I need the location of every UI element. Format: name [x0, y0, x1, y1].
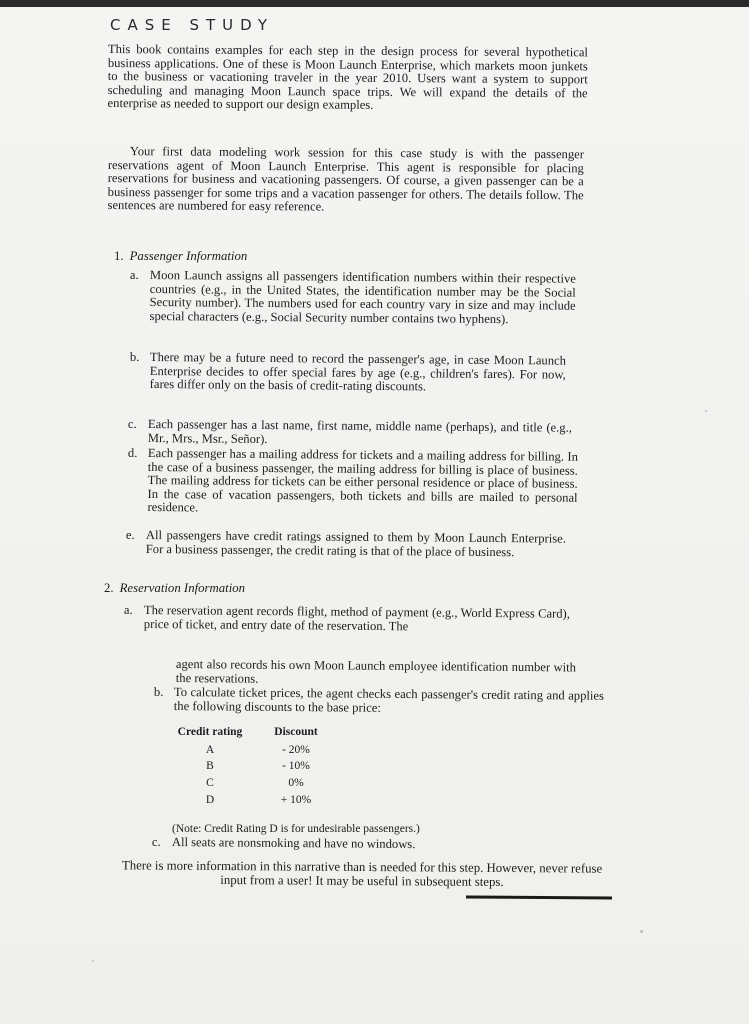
header-discount: Discount: [274, 726, 318, 738]
cell-discount: 0%: [288, 777, 304, 789]
item-text: All seats are nonsmoking and have no windows.: [171, 835, 416, 852]
scan-speck: [705, 410, 707, 412]
item-text: All passengers have credit ratings assigned to them by Moon Launch Enterprise. For a business passenger, the credit rating is that of the place of business.: [145, 528, 566, 559]
closing-paragraph: There is more information in this narrative than is needed for this step. However, never refuse input from a user! It may be useful in subsequent steps.: [121, 858, 603, 889]
list-item: [129, 349, 566, 395]
item-label: a.: [129, 267, 139, 282]
list-item: [127, 445, 578, 519]
cell-rating: A: [205, 744, 215, 756]
section-title-text: Reservation Information: [119, 581, 246, 595]
item-label: b.: [153, 684, 164, 699]
page-heading: CASE STUDY: [110, 16, 275, 34]
intro-paragraph-1: This book contains examples for each step in the design process for several hypothetical business applications. One of these is Moon Launch Enterprise, which markets moon junkets to the business or vacationing traveler in the year 2010. Users want a system to support scheduling and managing Moon Launch space trips. We will expand the details of the enterprise as needed to support our design examples.: [107, 42, 588, 113]
list-item: [153, 684, 604, 717]
item-text: Each passenger has a mailing address for tickets and a mailing address for billing. In the case of a business passenger, the mailing address for billing is place of business. The mailing address for tickets can be either personal residence or place of business. In the case of vacation passengers, both tickets and bills are mailed to personal residence.: [147, 446, 578, 515]
list-item: [151, 834, 472, 852]
table-header-row: [174, 726, 334, 742]
item-label: b.: [129, 349, 140, 364]
item-label: e.: [125, 527, 135, 542]
list-item: [123, 602, 570, 635]
item-text: Moon Launch assigns all passengers identification numbers within their respective countries (e.g., in the United States, the identification number may be the Social Security number). The numbers used for each country vary in size and may include special characters (e.g., Social Security number contains two hyphens).: [149, 268, 576, 326]
item-label: d.: [127, 445, 138, 460]
item-text: There may be a future need to record the passenger's age, in case Moon Launch Enterprise decides to offer special fares by age (e.g., children's fares). For now, fares differ only on the basis of credit-rating discounts.: [149, 350, 566, 394]
item-text: agent also records his own Moon Launch employee identification number with the reservations.: [175, 657, 576, 686]
item-text: Each passenger has a last name, first name, middle name (perhaps), and title (e.g., Mr., Mrs., Msr., Señor).: [147, 417, 572, 446]
list-item: [125, 527, 566, 560]
item-label: a.: [123, 602, 133, 617]
section-number: 1.: [114, 249, 124, 263]
table-row: [174, 794, 334, 810]
scan-top-edge: [0, 0, 749, 7]
header-credit-rating: Credit rating: [177, 726, 243, 738]
table-row: [174, 760, 334, 776]
section-1-title: [114, 249, 247, 264]
list-item: [129, 267, 576, 327]
list-item: [127, 416, 572, 449]
cell-discount: + 10%: [280, 794, 312, 806]
scan-speck: [640, 930, 643, 933]
item-label: c.: [127, 416, 137, 431]
cell-discount: - 20%: [282, 744, 310, 756]
table-row: [174, 744, 334, 760]
section-2-title: [104, 581, 245, 596]
cell-rating: B: [206, 760, 214, 772]
item-label: c.: [151, 834, 161, 849]
table-row: [174, 777, 334, 793]
item-text: To calculate ticket prices, the agent checks each passenger's credit rating and applies the following discounts to the base price:: [173, 685, 604, 715]
cell-rating: C: [206, 777, 214, 789]
cell-discount: - 10%: [282, 760, 310, 772]
item-text: The reservation agent records flight, method of payment (e.g., World Express Card), price of ticket, and entry date of the reservation. The: [143, 603, 570, 633]
intro-paragraph-2: Your first data modeling work session for this case study is with the passenger reservations agent of Moon Launch Enterprise. This agent is responsible for placing reservations for business and vacationing passengers. Of course, a given passenger can be a business passenger for some trips and a vacation passenger for others. The details follow. The sentences are numbered for easy reference.: [107, 144, 584, 214]
section-title-text: Passenger Information: [129, 249, 248, 263]
scan-speck: [92, 960, 94, 962]
cell-rating: D: [205, 794, 215, 806]
list-item-continuation: [176, 658, 576, 689]
section-number: 2.: [104, 581, 114, 595]
table-note: (Note: Credit Rating D is for undesirable passengers.): [172, 823, 420, 835]
